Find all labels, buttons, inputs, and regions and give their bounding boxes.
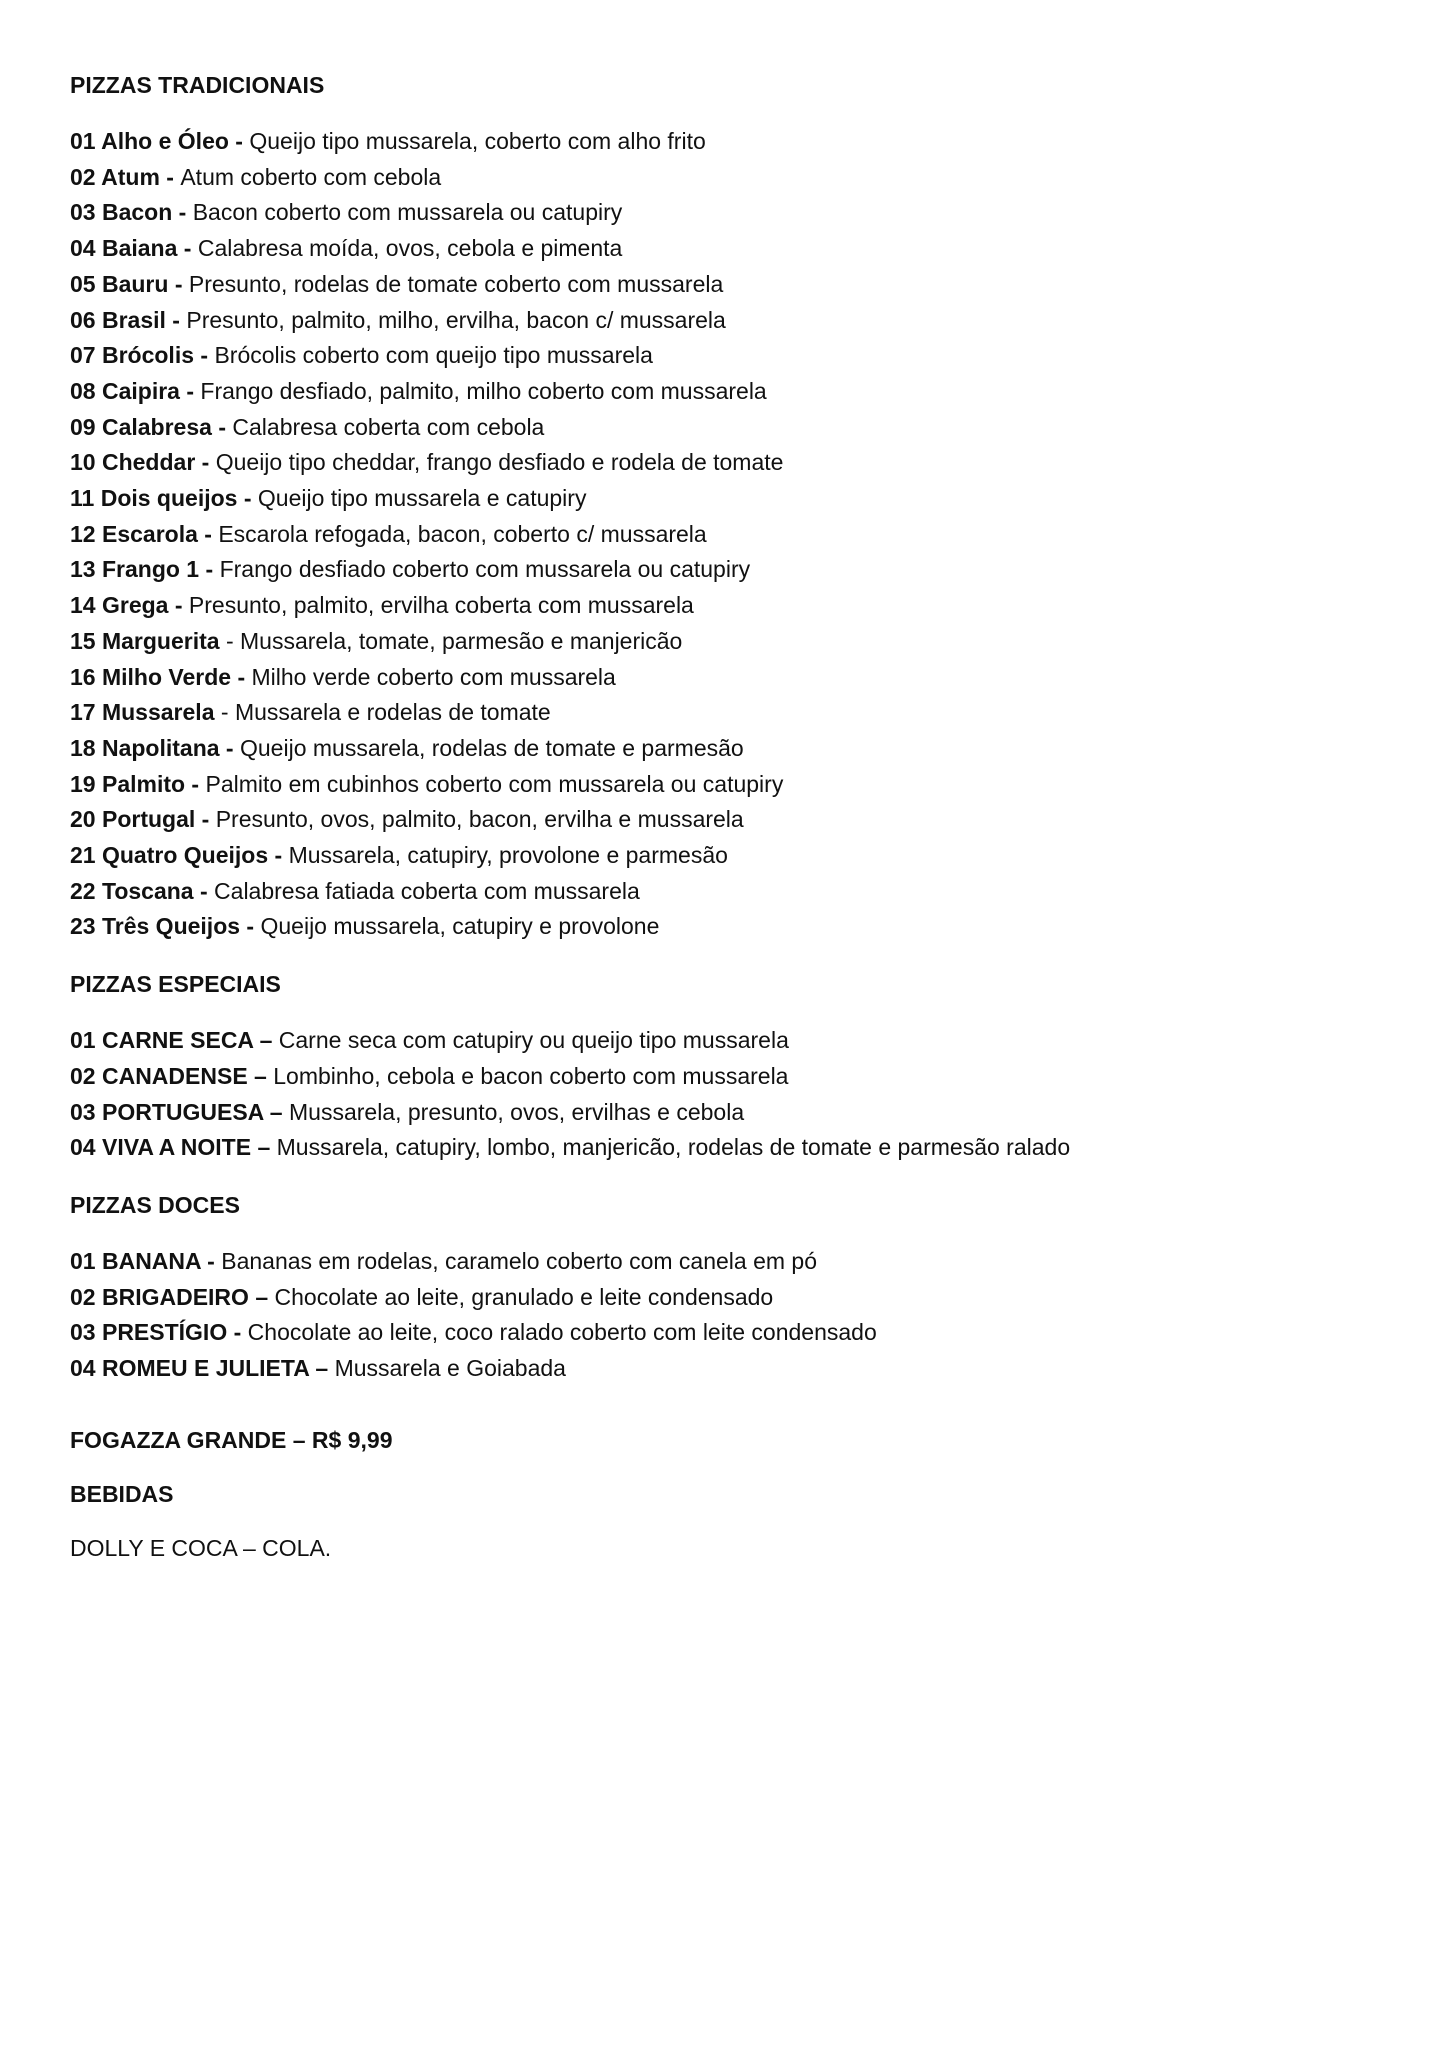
- menu-item-description: Calabresa moída, ovos, cebola e pimenta: [197, 235, 623, 262]
- menu-item: [70, 303, 1390, 339]
- menu-item: [70, 267, 1390, 303]
- menu-item-description: Presunto, palmito, milho, ervilha, bacon c/ mussarela: [186, 306, 726, 333]
- menu-item: [70, 445, 1390, 481]
- menu-item-name: 02 Atum: [70, 163, 160, 190]
- menu-item-description: Mussarela, catupiry, lombo, manjericão, rodelas de tomate e parmesão ralado: [276, 1134, 1071, 1161]
- menu-item-name: 07 Brócolis: [70, 342, 194, 369]
- menu-item-name: 22 Toscana: [70, 877, 194, 904]
- menu-item-description: Mussarela e Goiabada: [334, 1355, 566, 1382]
- menu-item-name: 18 Napolitana: [70, 734, 220, 761]
- menu-item: [70, 731, 1390, 767]
- menu-item-name: 12 Escarola: [70, 520, 198, 547]
- menu-item-separator: -: [179, 377, 201, 404]
- menu-item-separator: -: [219, 627, 241, 654]
- menu-item: [70, 802, 1390, 838]
- menu-item: [70, 231, 1390, 267]
- menu-item-name: 03 PRESTÍGIO: [70, 1319, 228, 1346]
- menu-item-name: 05 Bauru: [70, 270, 175, 297]
- menu-item-separator: -: [165, 306, 187, 333]
- menu-item: [70, 624, 1390, 660]
- menu-item-separator: -: [237, 485, 258, 512]
- menu-item-description: Mussarela, catupiry, provolone e parmesão: [288, 842, 728, 869]
- menu-item-separator: –: [253, 1027, 279, 1054]
- menu-item: [70, 481, 1390, 517]
- menu-item-description: Escarola refogada, bacon, coberto c/ mussarela: [218, 520, 707, 547]
- menu-item-description: Calabresa fatiada coberta com mussarela: [214, 877, 640, 904]
- menu-item-name: 01 Alho e Óleo: [70, 128, 229, 154]
- menu-item-separator: -: [197, 520, 219, 547]
- spacer: [70, 1411, 1390, 1425]
- menu-item-name: 21 Quatro Queijos: [70, 842, 269, 869]
- menu-item: [70, 1244, 1390, 1280]
- menu-item-description: Atum coberto com cebola: [180, 163, 442, 190]
- especiais-list: [70, 1023, 1390, 1166]
- doces-list: [70, 1244, 1390, 1387]
- menu-item: [70, 517, 1390, 553]
- menu-item-separator: -: [185, 770, 206, 797]
- menu-item-separator: –: [251, 1134, 277, 1161]
- menu-item-description: Carne seca com catupiry ou queijo tipo mussarela: [278, 1027, 789, 1054]
- menu-item: [70, 660, 1390, 696]
- menu-item-description: Presunto, palmito, ervilha coberta com mussarela: [188, 592, 694, 619]
- menu-item: [70, 1351, 1390, 1387]
- menu-item-description: Queijo tipo cheddar, frango desfiado e rodela de tomate: [215, 449, 784, 476]
- menu-item-name: 06 Brasil: [70, 306, 166, 333]
- menu-item-separator: –: [247, 1062, 274, 1089]
- menu-item-separator: -: [214, 699, 235, 726]
- menu-item-description: Mussarela, tomate, parmesão e manjericão: [240, 627, 683, 654]
- menu-item: [70, 874, 1390, 910]
- menu-item: [70, 1315, 1390, 1351]
- menu-item-name: 11 Dois queijos: [70, 485, 238, 512]
- menu-item: [70, 1023, 1390, 1059]
- menu-item-name: 17 Mussarela: [70, 699, 215, 726]
- menu-item: [70, 374, 1390, 410]
- menu-item-separator: -: [177, 235, 198, 262]
- section-title-doces: PIZZAS DOCES: [70, 1191, 240, 1218]
- menu-item-separator: –: [308, 1355, 335, 1382]
- menu-item-description: Queijo mussarela, catupiry e provolone: [260, 913, 660, 940]
- menu-item-description: Presunto, ovos, palmito, bacon, ervilha e mussarela: [215, 806, 744, 833]
- menu-item-name: 03 Bacon: [70, 199, 173, 226]
- menu-item-name: 04 VIVA A NOITE: [70, 1134, 252, 1161]
- menu-page: [70, 70, 1390, 1587]
- menu-item-name: 04 ROMEU E JULIETA: [70, 1355, 309, 1382]
- menu-item: [70, 1059, 1390, 1095]
- menu-item-description: Chocolate ao leite, coco ralado coberto com leite condensado: [247, 1319, 877, 1346]
- menu-item-description: Palmito em cubinhos coberto com mussarela ou catupiry: [205, 770, 784, 797]
- menu-item-description: Brócolis coberto com queijo tipo mussarela: [214, 342, 653, 369]
- menu-item: [70, 767, 1390, 803]
- menu-item-name: 14 Grega: [70, 592, 169, 619]
- menu-item: [70, 588, 1390, 624]
- menu-item-separator: -: [228, 128, 250, 154]
- menu-item-name: 15 Marguerita: [70, 627, 220, 654]
- menu-item-name: 23 Três Queijos: [70, 913, 241, 940]
- menu-item-description: Bacon coberto com mussarela ou catupiry: [192, 199, 623, 226]
- menu-item-description: Frango desfiado, palmito, milho coberto com mussarela: [200, 377, 767, 404]
- menu-item-separator: -: [195, 449, 216, 476]
- menu-item-name: 02 BRIGADEIRO: [70, 1283, 249, 1310]
- menu-item-separator: -: [211, 413, 233, 440]
- menu-item-description: Milho verde coberto com mussarela: [251, 663, 616, 690]
- menu-item-separator: -: [200, 1247, 222, 1274]
- menu-item-separator: -: [195, 806, 216, 833]
- menu-item-name: 20 Portugal: [70, 806, 196, 833]
- menu-item-separator: -: [159, 163, 181, 190]
- menu-item-separator: -: [193, 877, 215, 904]
- menu-item-name: 03 PORTUGUESA: [70, 1098, 264, 1125]
- section-title-bebidas: BEBIDAS: [70, 1480, 174, 1507]
- menu-item-description: Queijo tipo mussarela e catupiry: [257, 485, 587, 512]
- menu-item-description: Queijo mussarela, rodelas de tomate e parmesão: [240, 734, 744, 761]
- menu-item: [70, 124, 1390, 160]
- menu-item: [70, 410, 1390, 446]
- fogazza-price-line: FOGAZZA GRANDE – R$ 9,99: [70, 1426, 393, 1453]
- menu-item-separator: -: [168, 592, 189, 619]
- menu-item-name: 16 Milho Verde: [70, 663, 232, 690]
- menu-item-name: 04 Baiana: [70, 235, 178, 262]
- menu-item: [70, 195, 1390, 231]
- tradicionais-list: [70, 124, 1390, 945]
- menu-item-separator: -: [268, 842, 289, 869]
- menu-item-description: Mussarela e rodelas de tomate: [234, 699, 551, 726]
- menu-item-separator: -: [219, 734, 240, 761]
- menu-item-description: Queijo tipo mussarela, coberto com alho frito: [249, 128, 706, 154]
- menu-item: [70, 909, 1390, 945]
- menu-item-separator: -: [172, 199, 193, 226]
- menu-item-description: Frango desfiado coberto com mussarela ou catupiry: [219, 556, 751, 583]
- menu-item-name: 13 Frango 1: [70, 556, 200, 583]
- menu-item-separator: -: [227, 1319, 248, 1346]
- menu-item-description: Presunto, rodelas de tomate coberto com mussarela: [188, 270, 724, 297]
- menu-item-name: 19 Palmito: [70, 770, 186, 797]
- menu-item-name: 10 Cheddar: [70, 449, 196, 476]
- menu-item: [70, 160, 1390, 196]
- menu-item-separator: -: [240, 913, 261, 940]
- section-title-especiais: PIZZAS ESPECIAIS: [70, 971, 281, 998]
- menu-item-description: Calabresa coberta com cebola: [232, 413, 545, 440]
- menu-item-description: Mussarela, presunto, ovos, ervilhas e cebola: [289, 1098, 745, 1125]
- menu-item: [70, 838, 1390, 874]
- menu-item-separator: -: [174, 270, 189, 297]
- menu-item-separator: -: [194, 342, 215, 369]
- menu-item: [70, 1095, 1390, 1131]
- bebidas-text: DOLLY E COCA – COLA.: [70, 1534, 332, 1561]
- menu-item-description: Lombinho, cebola e bacon coberto com mussarela: [273, 1062, 789, 1089]
- menu-item-separator: –: [263, 1098, 289, 1125]
- menu-item: [70, 1280, 1390, 1316]
- menu-item: [70, 1130, 1390, 1166]
- menu-item-separator: –: [248, 1283, 275, 1310]
- menu-item-name: 02 CANADENSE: [70, 1062, 248, 1089]
- menu-item-name: 09 Calabresa: [70, 413, 212, 440]
- menu-item-name: 08 Caipira: [70, 377, 180, 404]
- menu-item: [70, 338, 1390, 374]
- menu-item: [70, 552, 1390, 588]
- menu-item-separator: -: [231, 663, 252, 690]
- section-title-tradicionais: PIZZAS TRADICIONAIS: [70, 72, 325, 98]
- menu-item-description: Chocolate ao leite, granulado e leite condensado: [274, 1283, 774, 1310]
- menu-item-description: Bananas em rodelas, caramelo coberto com canela em pó: [221, 1247, 817, 1274]
- menu-item-name: 01 BANANA: [70, 1247, 201, 1274]
- menu-item-separator: -: [199, 556, 220, 583]
- menu-item: [70, 695, 1390, 731]
- menu-item-name: 01 CARNE SECA: [70, 1027, 254, 1054]
